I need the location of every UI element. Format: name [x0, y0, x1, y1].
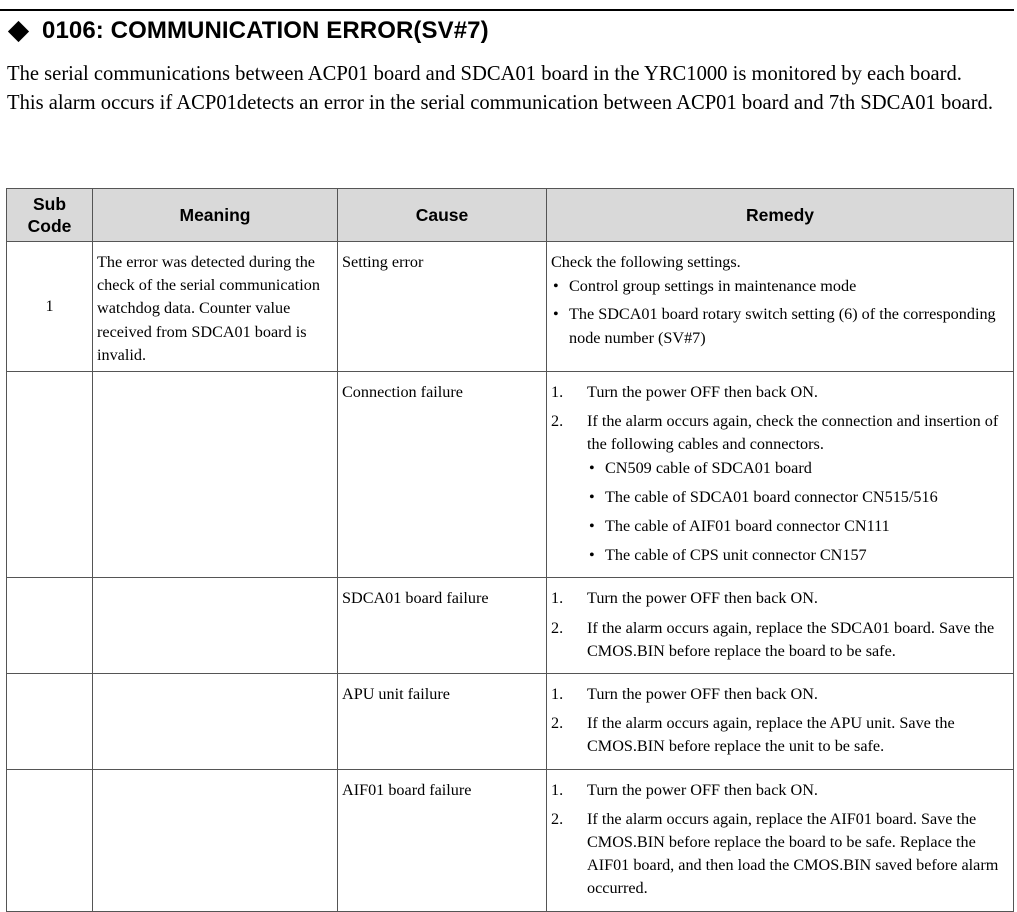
- step-text: Turn the power OFF then back ON.: [587, 780, 818, 799]
- remedy-steps: [551, 587, 1009, 663]
- cell-subcode: [7, 674, 93, 770]
- table-row: [7, 372, 1014, 578]
- list-item: • Control group settings in maintenance mode: [551, 275, 1009, 298]
- cell-cause: Connection failure: [338, 372, 547, 578]
- cell-subcode: 1: [7, 242, 93, 372]
- connector-bullet-list: [587, 457, 1009, 568]
- list-item: • CN509 cable of SDCA01 board: [587, 457, 1009, 480]
- table-row: [7, 674, 1014, 770]
- cell-cause: SDCA01 board failure: [338, 578, 547, 674]
- cell-meaning: [93, 769, 338, 911]
- list-item: [551, 410, 1009, 567]
- step-text: If the alarm occurs again, replace the APU unit. Save the CMOS.BIN before replace the unit to be safe.: [587, 714, 955, 756]
- cell-subcode: [7, 578, 93, 674]
- step-text: Turn the power OFF then back ON.: [587, 685, 818, 704]
- header-cause: Cause: [338, 189, 547, 242]
- list-item: [551, 712, 1009, 758]
- step-number: 1.: [551, 685, 564, 704]
- cell-remedy: [547, 242, 1014, 372]
- header-subcode: Sub Code: [7, 189, 93, 242]
- alarm-table: [6, 188, 1014, 912]
- cell-remedy: [547, 578, 1014, 674]
- section-heading: [6, 14, 489, 48]
- cell-subcode: [7, 372, 93, 578]
- header-remedy: Remedy: [547, 189, 1014, 242]
- cell-meaning: [93, 578, 338, 674]
- cell-remedy: [547, 372, 1014, 578]
- cell-meaning: [93, 674, 338, 770]
- step-number: 2.: [551, 809, 564, 828]
- cell-remedy: [547, 674, 1014, 770]
- intro-text: [7, 60, 1007, 117]
- remedy-intro: Check the following settings.: [551, 253, 741, 271]
- section-heading-text: 0106: COMMUNICATION ERROR(SV#7): [42, 17, 489, 44]
- step-text: Turn the power OFF then back ON.: [587, 383, 818, 402]
- cell-meaning: The error was detected during the check of the serial communication watchdog data. Counter value received from SDCA01 board is invalid.: [93, 242, 338, 372]
- list-item: [551, 779, 1009, 802]
- list-item: • The cable of CPS unit connector CN157: [587, 544, 1009, 567]
- cell-cause: Setting error: [338, 242, 547, 372]
- step-text: Turn the power OFF then back ON.: [587, 589, 818, 608]
- step-number: 1.: [551, 383, 564, 402]
- cell-meaning: [93, 372, 338, 578]
- top-rule: [0, 9, 1014, 11]
- step-text: If the alarm occurs again, check the connection and insertion of the following cables and connectors.: [587, 412, 999, 454]
- step-number: 2.: [551, 714, 564, 733]
- step-number: 2.: [551, 412, 564, 431]
- cell-cause: AIF01 board failure: [338, 769, 547, 911]
- table-row: [7, 769, 1014, 911]
- diamond-bullet-icon: [8, 20, 29, 41]
- step-text: If the alarm occurs again, replace the AIF01 board. Save the CMOS.BIN before replace the board to be safe. Replace the AIF01 board, and then load the CMOS.BIN saved before alarm occurred.: [587, 809, 999, 898]
- cell-remedy: [547, 769, 1014, 911]
- table-header-row: [7, 189, 1014, 242]
- table-row: [7, 578, 1014, 674]
- remedy-steps: [551, 381, 1009, 567]
- remedy-bullet-list: [551, 275, 1009, 350]
- list-item: • The cable of AIF01 board connector CN111: [587, 515, 1009, 538]
- list-item: [551, 587, 1009, 610]
- list-item: [551, 381, 1009, 404]
- list-item: [551, 683, 1009, 706]
- remedy-steps: [551, 779, 1009, 901]
- table-row: [7, 242, 1014, 372]
- step-text: If the alarm occurs again, replace the SDCA01 board. Save the CMOS.BIN before replace the board to be safe.: [587, 618, 995, 660]
- list-item: [551, 808, 1009, 901]
- step-number: 2.: [551, 618, 564, 637]
- step-number: 1.: [551, 589, 564, 608]
- step-number: 1.: [551, 780, 564, 799]
- list-item: • The SDCA01 board rotary switch setting (6) of the corresponding node number (SV#7): [551, 303, 1009, 349]
- cell-subcode: [7, 769, 93, 911]
- intro-paragraph: This alarm occurs if ACP01detects an error in the serial communication between ACP01 board and 7th SDCA01 board.: [7, 91, 993, 114]
- cell-cause: APU unit failure: [338, 674, 547, 770]
- list-item: • The cable of SDCA01 board connector CN515/516: [587, 486, 1009, 509]
- header-meaning: Meaning: [93, 189, 338, 242]
- list-item: [551, 617, 1009, 663]
- remedy-steps: [551, 683, 1009, 759]
- intro-paragraph: The serial communications between ACP01 board and SDCA01 board in the YRC1000 is monitored by each board.: [7, 63, 962, 85]
